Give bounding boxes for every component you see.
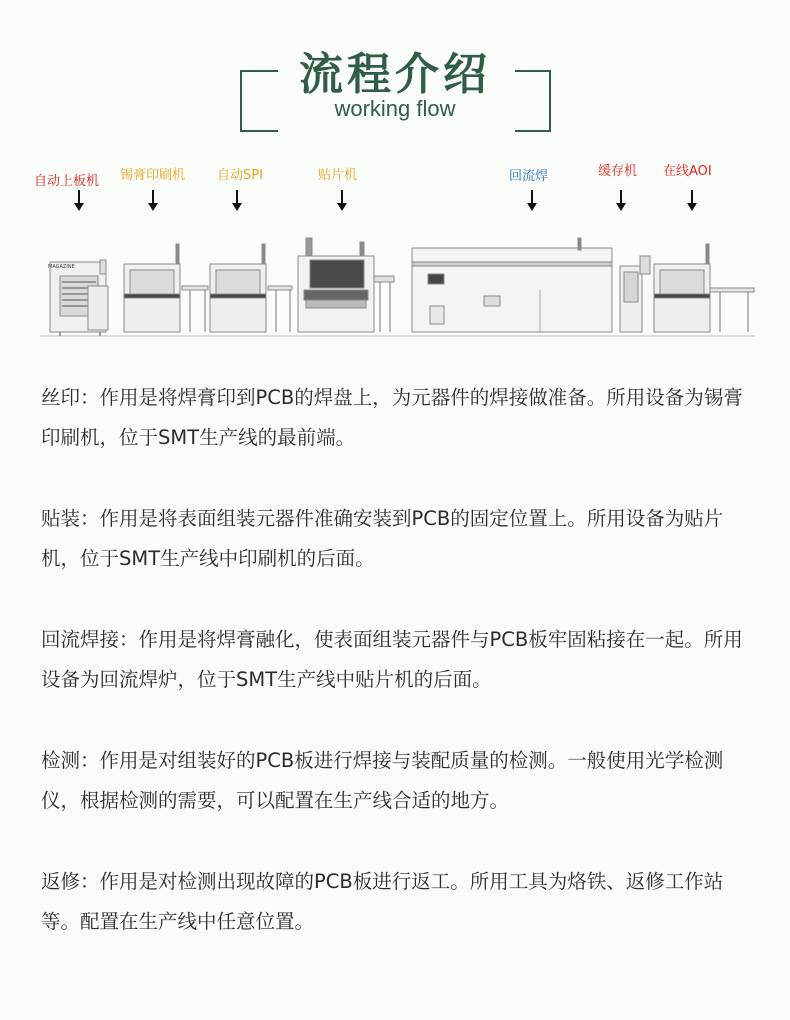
section-inspection: 检测：作用是对组装好的PCB板进行焊接与装配质量的检测。一般使用光学检测仪，根据检测的需要，可以配置在生产线合适的地方。 xyxy=(41,749,724,812)
label-reflow: 回流焊 xyxy=(509,169,549,184)
section-mounting: 贴装：作用是将表面组装元器件准确安装到PCB的固定位置上。所用设备为贴片机，位于SMT生产线中印刷机的后面。 xyxy=(41,507,724,570)
down-arrow-icon xyxy=(232,190,242,212)
placement-machine-icon xyxy=(298,238,394,332)
production-line xyxy=(0,150,790,350)
label-aoi: 在线AOI xyxy=(663,164,712,179)
header xyxy=(0,0,790,150)
reflow-oven-icon xyxy=(412,238,612,332)
page-subtitle: working flow xyxy=(334,96,456,121)
down-arrow-icon xyxy=(74,190,84,212)
label-buffer: 缓存机 xyxy=(598,164,638,179)
loader-machine-icon xyxy=(50,260,108,336)
label-auto-spi: 自动SPI xyxy=(217,168,263,183)
down-arrow-icon xyxy=(616,190,626,212)
magazine-label: MAGAZINE xyxy=(48,264,75,270)
spi-machine-icon xyxy=(210,244,292,332)
label-solder-printer: 锡膏印刷机 xyxy=(120,168,186,183)
smt-line-illustration xyxy=(40,236,760,340)
label-auto-loader: 自动上板机 xyxy=(34,174,100,189)
printer-machine-icon xyxy=(124,244,208,332)
process-description xyxy=(41,378,751,983)
buffer-machine-icon xyxy=(620,256,650,332)
section-rework: 返修：作用是对检测出现故障的PCB板进行返工。所用工具为烙铁、返修工作站等。配置在生产线中任意位置。 xyxy=(41,870,724,933)
label-pick-and-place: 贴片机 xyxy=(318,168,358,183)
down-arrow-icon xyxy=(527,190,537,212)
down-arrow-icon xyxy=(148,190,158,212)
aoi-machine-icon xyxy=(654,244,754,332)
section-reflow: 回流焊接：作用是将焊膏融化，使表面组装元器件与PCB板牢固粘接在一起。所用设备为回流焊炉，位于SMT生产线中贴片机的后面。 xyxy=(41,628,743,691)
down-arrow-icon xyxy=(687,190,697,212)
section-printing: 丝印：作用是将焊膏印到PCB的焊盘上，为元器件的焊接做准备。所用设备为锡膏印刷机，位于SMT生产线的最前端。 xyxy=(41,386,743,449)
page-title: 流程介绍 xyxy=(299,49,491,100)
down-arrow-icon xyxy=(337,190,347,212)
